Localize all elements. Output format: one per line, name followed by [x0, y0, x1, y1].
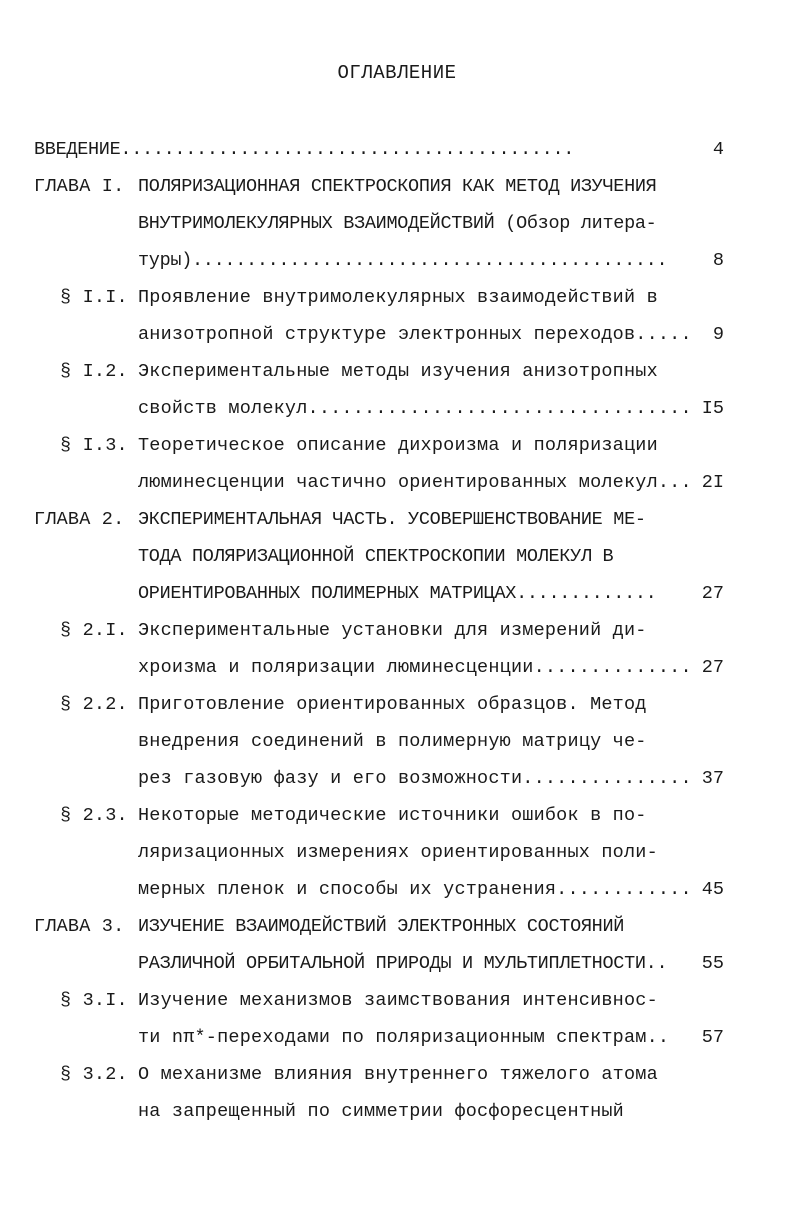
chapter-title-line: ТОДА ПОЛЯРИЗАЦИОННОЙ СПЕКТРОСКОПИИ МОЛЕКУЛ В — [138, 546, 614, 567]
section-title-line: свойств молекул.................................. — [138, 398, 692, 419]
chapter-number: ГЛАВА 3. — [34, 916, 125, 937]
section-title-line: О механизме влияния внутреннего тяжелого атома — [138, 1064, 658, 1085]
section-title-line: ляризационных измерениях ориентированных поли- — [138, 842, 658, 863]
section-title-line: Теоретическое описание дихроизма и поляризации — [138, 435, 658, 456]
chapter-title-line: РАЗЛИЧНОЙ ОРБИТАЛЬНОЙ ПРИРОДЫ И МУЛЬТИПЛЕТНОСТИ.. — [138, 953, 668, 974]
page-number: 45 — [701, 879, 724, 900]
page-number: 27 — [701, 657, 724, 678]
section-number: § 2.2. — [60, 694, 128, 715]
page-number: 2I — [701, 472, 724, 493]
page-number: 9 — [712, 324, 724, 345]
section-title-line: Изучение механизмов заимствования интенсивнос- — [138, 990, 658, 1011]
page-number: 8 — [712, 250, 724, 271]
section-title-line: ти nπ*-переходами по поляризационным спектрам.. — [138, 1027, 670, 1048]
section-title-line: мерных пленок и способы их устранения............ — [138, 879, 692, 900]
page-number: 4 — [712, 139, 724, 160]
section-number: § 2.3. — [60, 805, 128, 826]
section-title-line: хроизма и поляризации люминесценции.............. — [138, 657, 692, 678]
chapter-title-line: ЭКСПЕРИМЕНТАЛЬНАЯ ЧАСТЬ. УСОВЕРШЕНСТВОВАНИЕ МЕ- — [138, 509, 646, 530]
section-number: § I.2. — [60, 361, 128, 382]
page-number: 57 — [701, 1027, 724, 1048]
section-number: § 3.I. — [60, 990, 128, 1011]
section-title-line: рез газовую фазу и его возможности............... — [138, 768, 692, 789]
section-title-line: Некоторые методические источники ошибок в по- — [138, 805, 647, 826]
intro-title: ВВЕДЕНИЕ.......................................... — [34, 139, 575, 160]
page-number: 55 — [701, 953, 724, 974]
section-title-line: внедрения соединений в полимерную матрицу че- — [138, 731, 647, 752]
chapter-title-line: ОРИЕНТИРОВАННЫХ ПОЛИМЕРНЫХ МАТРИЦАХ............. — [138, 583, 657, 604]
section-number: § I.I. — [60, 287, 128, 308]
section-title-line: Проявление внутримолекулярных взаимодействий в — [138, 287, 658, 308]
page-title: ОГЛАВЛЕНИЕ — [337, 62, 457, 84]
section-title-line: Экспериментальные установки для измерений ди- — [138, 620, 647, 641]
page-number: 37 — [701, 768, 724, 789]
section-number: § I.3. — [60, 435, 128, 456]
section-title-line: Экспериментальные методы изучения анизотропных — [138, 361, 658, 382]
chapter-number: ГЛАВА I. — [34, 176, 125, 197]
chapter-title-line: туры)............................................ — [138, 250, 668, 271]
page-number: I5 — [701, 398, 724, 419]
section-number: § 2.I. — [60, 620, 128, 641]
section-title-line: люминесценции частично ориентированных молекул... — [138, 472, 692, 493]
chapter-title-line: ИЗУЧЕНИЕ ВЗАИМОДЕЙСТВИЙ ЭЛЕКТРОННЫХ СОСТОЯНИЙ — [138, 916, 625, 937]
chapter-title-line: ВНУТРИМОЛЕКУЛЯРНЫХ ВЗАИМОДЕЙСТВИЙ (Обзор литера- — [138, 213, 657, 234]
chapter-number: ГЛАВА 2. — [34, 509, 125, 530]
section-title-line: Приготовление ориентированных образцов. Метод — [138, 694, 647, 715]
section-number: § 3.2. — [60, 1064, 128, 1085]
page-number: 27 — [701, 583, 724, 604]
chapter-title-line: ПОЛЯРИЗАЦИОННАЯ СПЕКТРОСКОПИЯ КАК МЕТОД ИЗУЧЕНИЯ — [138, 176, 657, 197]
section-title-line: на запрещенный по симметрии фосфоресцентный — [138, 1101, 624, 1122]
section-title-line: анизотропной структуре электронных переходов..... — [138, 324, 692, 345]
